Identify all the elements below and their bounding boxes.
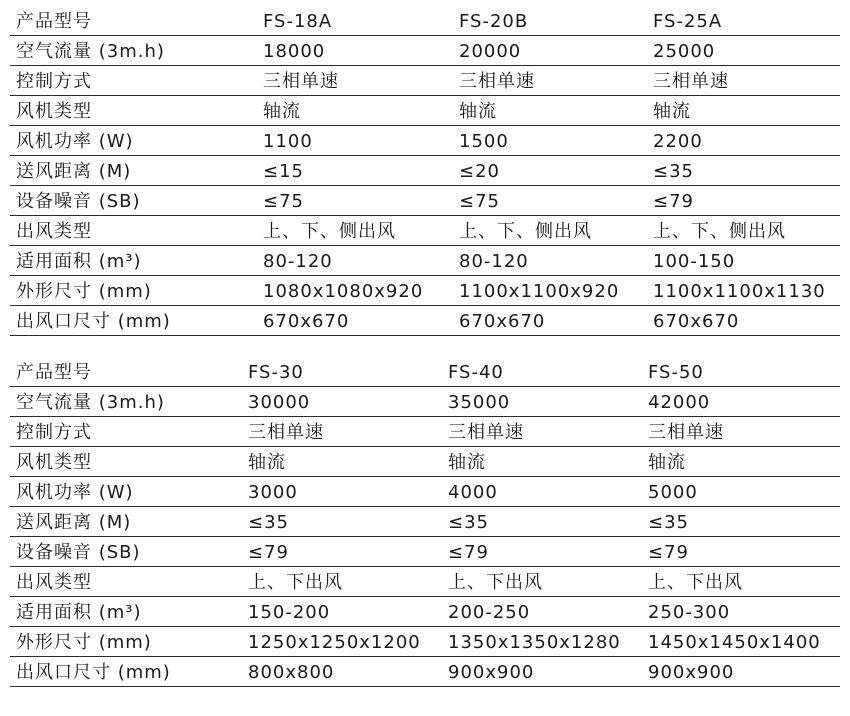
row-label: 设备噪音 (SB) — [10, 186, 263, 216]
table-row — [10, 507, 840, 537]
table-cell: 轴流 — [653, 96, 840, 126]
row-label: 送风距离 (M) — [10, 507, 248, 537]
table-cell: ≤79 — [653, 186, 840, 216]
table-cell: 三相单速 — [263, 66, 459, 96]
table-cell: 三相单速 — [448, 417, 648, 447]
row-label: 适用面积 (m³) — [10, 597, 248, 627]
row-label: 产品型号 — [10, 357, 248, 387]
table-cell: ≤35 — [653, 156, 840, 186]
table-row — [10, 186, 840, 216]
table-cell: 上、下出风 — [448, 567, 648, 597]
table-cell: 轴流 — [248, 447, 448, 477]
row-label: 风机类型 — [10, 96, 263, 126]
table-cell: 1100x1100x920 — [459, 276, 653, 306]
table-cell: 三相单速 — [459, 66, 653, 96]
row-label: 出风类型 — [10, 216, 263, 246]
table-cell: 轴流 — [263, 96, 459, 126]
row-label: 外形尺寸 (mm) — [10, 627, 248, 657]
table-cell: 3000 — [248, 477, 448, 507]
table-cell: 800x800 — [248, 657, 448, 687]
table-cell: ≤75 — [459, 186, 653, 216]
table-cell: 2200 — [653, 126, 840, 156]
table-cell: 80-120 — [263, 246, 459, 276]
row-label: 空气流量 (3m.h) — [10, 387, 248, 417]
table-row — [10, 357, 840, 387]
table-cell: 上、下、侧出风 — [263, 216, 459, 246]
table-cell: 670x670 — [459, 306, 653, 336]
table-cell: 100-150 — [653, 246, 840, 276]
table-cell: 4000 — [448, 477, 648, 507]
table-row — [10, 96, 840, 126]
row-label: 风机功率 (W) — [10, 126, 263, 156]
table-row — [10, 627, 840, 657]
table-cell: FS-30 — [248, 357, 448, 387]
table-cell: ≤35 — [248, 507, 448, 537]
table-cell: 18000 — [263, 36, 459, 66]
table-cell: FS-50 — [648, 357, 840, 387]
table-row — [10, 276, 840, 306]
spec-table-1 — [10, 6, 840, 336]
table-row — [10, 246, 840, 276]
table-cell: 轴流 — [448, 447, 648, 477]
table-row — [10, 477, 840, 507]
table-cell: FS-25A — [653, 6, 840, 36]
table-cell: 900x900 — [648, 657, 840, 687]
table-cell: ≤79 — [448, 537, 648, 567]
table-cell: ≤79 — [648, 537, 840, 567]
table-cell: 5000 — [648, 477, 840, 507]
table-row — [10, 657, 840, 687]
row-label: 空气流量 (3m.h) — [10, 36, 263, 66]
row-label: 产品型号 — [10, 6, 263, 36]
table-cell: 1080x1080x920 — [263, 276, 459, 306]
table-row — [10, 216, 840, 246]
table-cell: 上、下、侧出风 — [653, 216, 840, 246]
table-cell: 900x900 — [448, 657, 648, 687]
row-label: 风机类型 — [10, 447, 248, 477]
table-cell: ≤75 — [263, 186, 459, 216]
table-cell: ≤35 — [448, 507, 648, 537]
table-row — [10, 417, 840, 447]
table-row — [10, 567, 840, 597]
row-label: 风机功率 (W) — [10, 477, 248, 507]
table-cell: ≤35 — [648, 507, 840, 537]
table-cell: 20000 — [459, 36, 653, 66]
table-row — [10, 6, 840, 36]
table-cell: 80-120 — [459, 246, 653, 276]
table-cell: 三相单速 — [648, 417, 840, 447]
row-label: 控制方式 — [10, 66, 263, 96]
table-cell: ≤79 — [248, 537, 448, 567]
table-cell: 轴流 — [459, 96, 653, 126]
row-label: 出风类型 — [10, 567, 248, 597]
table-cell: 1250x1250x1200 — [248, 627, 448, 657]
table-cell: 25000 — [653, 36, 840, 66]
table-row — [10, 36, 840, 66]
table-cell: 150-200 — [248, 597, 448, 627]
table-cell: 1350x1350x1280 — [448, 627, 648, 657]
table-cell: 1450x1450x1400 — [648, 627, 840, 657]
row-label: 出风口尺寸 (mm) — [10, 306, 263, 336]
table-cell: ≤20 — [459, 156, 653, 186]
table-row — [10, 537, 840, 567]
table-row — [10, 387, 840, 417]
table-cell: 35000 — [448, 387, 648, 417]
table-cell: FS-40 — [448, 357, 648, 387]
row-label: 出风口尺寸 (mm) — [10, 657, 248, 687]
table-cell: 上、下出风 — [248, 567, 448, 597]
row-label: 适用面积 (m³) — [10, 246, 263, 276]
table-row — [10, 126, 840, 156]
table-cell: 200-250 — [448, 597, 648, 627]
row-label: 外形尺寸 (mm) — [10, 276, 263, 306]
table-row — [10, 66, 840, 96]
table-cell: 1100x1100x1130 — [653, 276, 840, 306]
table-cell: FS-18A — [263, 6, 459, 36]
table-cell: 上、下、侧出风 — [459, 216, 653, 246]
table-cell: 1500 — [459, 126, 653, 156]
table-cell: 670x670 — [263, 306, 459, 336]
table-cell: ≤15 — [263, 156, 459, 186]
table-cell: 670x670 — [653, 306, 840, 336]
table-row — [10, 306, 840, 336]
table-cell: 上、下出风 — [648, 567, 840, 597]
table-cell: FS-20B — [459, 6, 653, 36]
table-cell: 30000 — [248, 387, 448, 417]
table-cell: 轴流 — [648, 447, 840, 477]
row-label: 设备噪音 (SB) — [10, 537, 248, 567]
table-row — [10, 447, 840, 477]
table-cell: 42000 — [648, 387, 840, 417]
table-row — [10, 156, 840, 186]
table-row — [10, 597, 840, 627]
row-label: 控制方式 — [10, 417, 248, 447]
table-cell: 三相单速 — [653, 66, 840, 96]
row-label: 送风距离 (M) — [10, 156, 263, 186]
table-cell: 三相单速 — [248, 417, 448, 447]
spec-table-2 — [10, 357, 840, 687]
table-cell: 1100 — [263, 126, 459, 156]
table-cell: 250-300 — [648, 597, 840, 627]
